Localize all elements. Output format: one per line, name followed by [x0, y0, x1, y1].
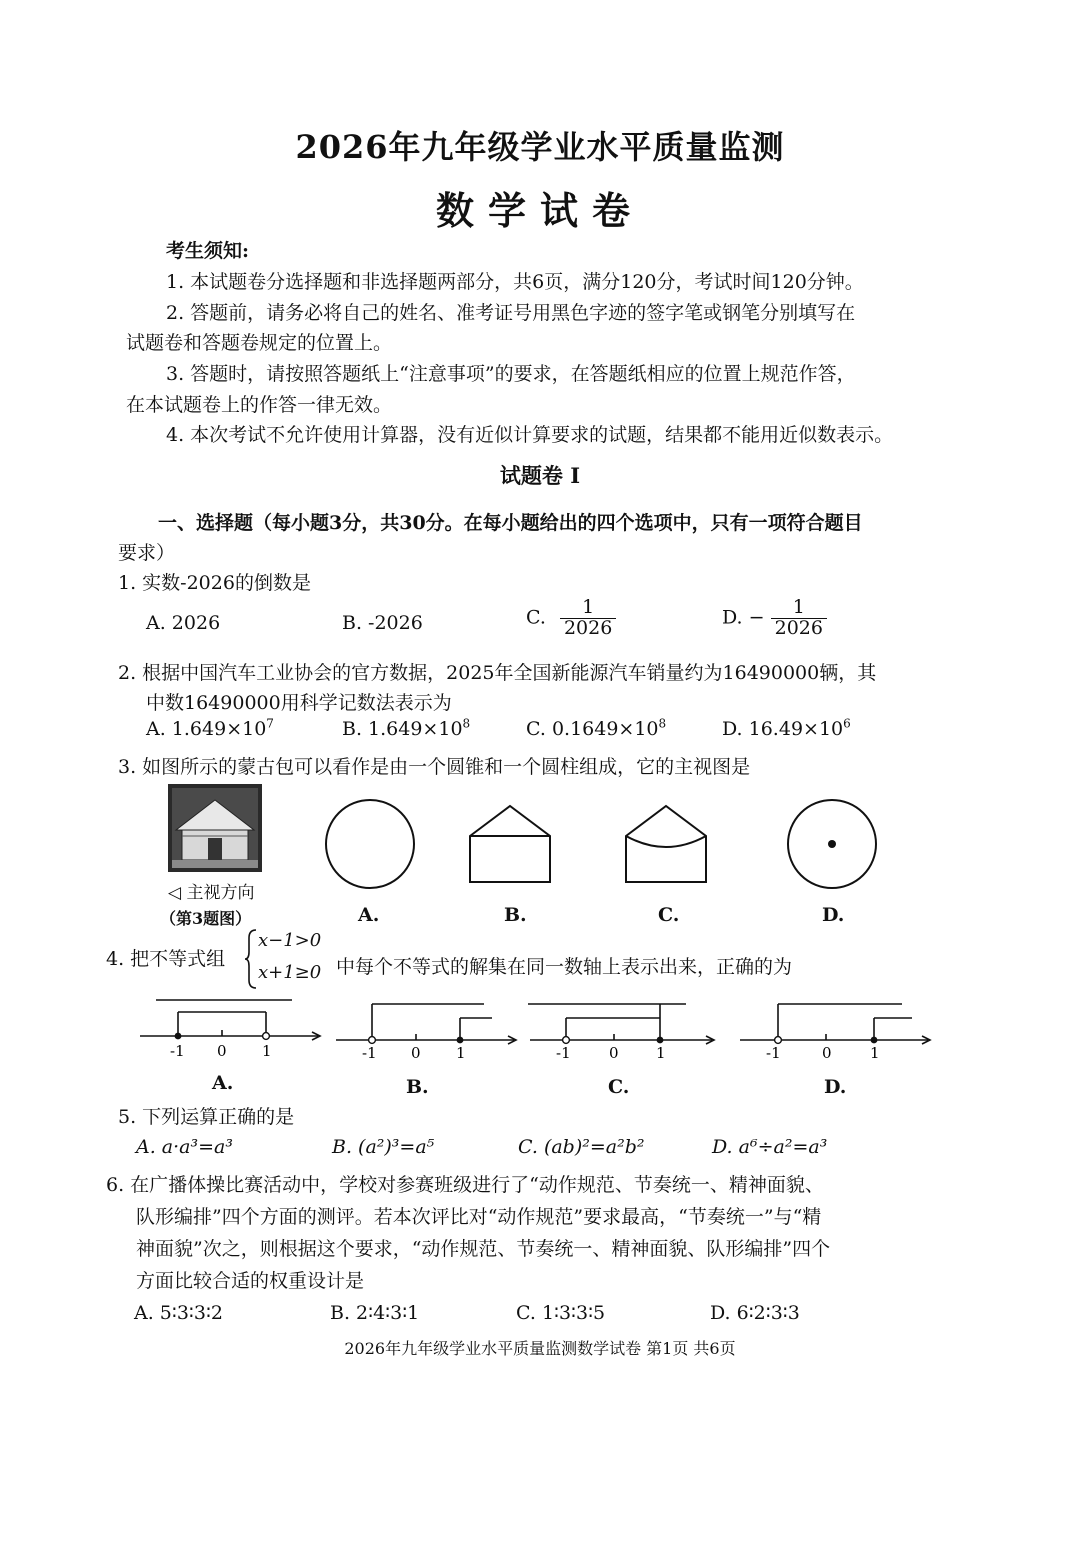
q4a-tick-0: 0 [217, 1042, 227, 1060]
q2-option-a[interactable] [146, 718, 274, 740]
q4d-tick-neg1: -1 [766, 1044, 781, 1062]
q4-pre: 4. 把不等式组 [106, 948, 226, 970]
q2-a-exp: 7 [266, 716, 274, 731]
q1-option-b[interactable]: B. -2026 [342, 612, 423, 634]
q1-d-denominator: 2026 [771, 618, 827, 639]
page-footer: 2026年九年级学业水平质量监测数学试卷 第1页 共6页 [344, 1339, 736, 1358]
q2-d-exp: 6 [843, 716, 851, 731]
part1-instructions [158, 508, 863, 535]
q1-option-c[interactable] [526, 598, 616, 639]
q4a-tick-1: 1 [262, 1042, 272, 1060]
q5-option-b[interactable]: B. (a²)³=a⁵ [332, 1136, 435, 1158]
q4-post: 中每个不等式的解集在同一数轴上表示出来，正确的为 [336, 956, 793, 978]
q2-c-exp: 8 [658, 716, 667, 731]
q1-stem: 1. 实数-2026的倒数是 [118, 572, 311, 594]
q3-shape-b[interactable] [462, 796, 558, 892]
q4b-tick-0: 0 [411, 1044, 421, 1062]
q4b-tick-neg1: -1 [362, 1044, 377, 1062]
q4-numberline-c[interactable] [526, 996, 720, 1062]
q4a-tick-neg1: -1 [170, 1042, 185, 1060]
q4d-tick-1: 1 [870, 1044, 880, 1062]
q4-ineq-2: x+1≥0 [258, 962, 322, 983]
q1-option-d-fraction [771, 598, 827, 639]
q2-line1: 2. 根据中国汽车工业协会的官方数据，2025年全国新能源汽车销量约为16490000辆，其 [118, 662, 877, 684]
exam-subtitle: 数学试卷 [435, 188, 644, 233]
q6-line3: 神面貌”次之，则根据这个要求，“动作规范、节奏统一、精神面貌、队形编排”四个 [136, 1238, 831, 1260]
q6-line4: 方面比较合适的权重设计是 [136, 1270, 365, 1292]
q4-label-c: C. [608, 1076, 630, 1098]
q4-label-b: B. [406, 1076, 429, 1098]
q2-option-c[interactable] [526, 718, 666, 740]
q3-direction [168, 878, 254, 903]
q1-c-numerator: 1 [582, 596, 595, 618]
q5-option-c[interactable]: C. (ab)²=a²b² [518, 1136, 645, 1158]
q3-stem: 3. 如图所示的蒙古包可以看作是由一个圆锥和一个圆柱组成，它的主视图是 [118, 756, 751, 778]
notice-item-2-cont: 试题卷和答题卷规定的位置上。 [126, 332, 393, 354]
notice-item-1: 1. 本试题卷分选择题和非选择题两部分，共6页，满分120分，考试时间120分钟。 [166, 271, 864, 293]
part1-line1: 一、选择题（每小题3分，共30分。在每小题给出的四个选项中，只有一项符合题目 [158, 512, 863, 534]
q2-line2: 中数16490000用科学记数法表示为 [146, 692, 452, 714]
q5-option-d[interactable]: D. a⁶÷a²=a³ [712, 1136, 828, 1158]
q4c-tick-0: 0 [609, 1044, 619, 1062]
q4-numberline-d[interactable] [736, 996, 936, 1062]
q4-brace [244, 928, 258, 990]
q1-d-numerator: 1 [792, 596, 805, 618]
q3-shape-c[interactable] [618, 796, 714, 892]
q4b-tick-1: 1 [456, 1044, 466, 1062]
yurt-photo [168, 784, 262, 872]
q1-option-c-fraction [560, 598, 616, 639]
q2-a-base: A. 1.649×10 [146, 718, 267, 740]
direction-arrow-icon: ◁ [168, 883, 182, 903]
q1-option-d[interactable] [722, 598, 827, 639]
q4-label-d: D. [824, 1076, 847, 1098]
q5-option-a[interactable]: A. a·a³=a³ [136, 1136, 233, 1158]
q2-option-b[interactable] [342, 718, 470, 740]
notice-item-3-cont: 在本试题卷上的作答一律无效。 [126, 394, 393, 416]
q2-c-base: C. 0.1649×10 [526, 718, 659, 740]
q6-option-a[interactable]: A. 5∶3∶3∶2 [134, 1302, 223, 1324]
q1-c-denominator: 2026 [560, 618, 616, 639]
q1-option-d-label: D. − [722, 606, 765, 629]
q1-option-c-label: C. [526, 606, 546, 629]
notice-item-3: 3. 答题时，请按照答题纸上“注意事项”的要求，在答题纸相应的位置上规范作答， [166, 363, 856, 385]
q4d-tick-0: 0 [822, 1044, 832, 1062]
q3-label-b: B. [504, 904, 527, 926]
notice-item-2: 2. 答题前，请务必将自己的姓名、准考证号用黑色字迹的签字笔或钢笔分别填写在 [166, 302, 856, 324]
q3-figure-label: （第3题图） [160, 909, 252, 928]
q4-label-a: A. [212, 1072, 234, 1094]
q3-label-c: C. [658, 904, 680, 926]
exam-title: 2026年九年级学业水平质量监测 [295, 128, 785, 166]
q4-ineq-1: x−1>0 [258, 930, 322, 951]
q3-label-a: A. [358, 904, 380, 926]
q5-stem: 5. 下列运算正确的是 [118, 1106, 295, 1128]
section-title: 试题卷 I [499, 463, 581, 488]
q4c-tick-neg1: -1 [556, 1044, 571, 1062]
q3-shape-d[interactable] [782, 794, 882, 894]
q4c-tick-1: 1 [656, 1044, 666, 1062]
q2-option-d[interactable] [722, 718, 851, 740]
q2-d-base: D. 16.49×10 [722, 718, 844, 740]
yurt-picture [168, 784, 262, 872]
q1-option-a[interactable]: A. 2026 [146, 612, 221, 634]
q3-label-d: D. [822, 904, 845, 926]
q2-b-exp: 8 [462, 716, 471, 731]
q3-direction-label: 主视方向 [186, 883, 255, 903]
q2-b-base: B. 1.649×10 [342, 718, 463, 740]
notice-heading: 考生须知: [166, 240, 250, 262]
q6-option-c[interactable]: C. 1∶3∶3∶5 [516, 1302, 606, 1324]
q4-numberline-b[interactable] [332, 996, 522, 1062]
q6-line2: 队形编排”四个方面的测评。若本次评比对“动作规范”要求最高，“节奏统一”与“精 [136, 1206, 822, 1228]
q4-numberline-a[interactable] [136, 996, 326, 1062]
q6-option-d[interactable]: D. 6∶2∶3∶3 [710, 1302, 800, 1324]
q3-shape-a[interactable] [320, 794, 420, 894]
notice-item-4: 4. 本次考试不允许使用计算器，没有近似计算要求的试题，结果都不能用近似数表示。 [166, 424, 894, 446]
q6-line1: 6. 在广播体操比赛活动中，学校对参赛班级进行了“动作规范、节奏统一、精神面貌、 [106, 1174, 824, 1196]
part1-line2: 要求） [118, 542, 176, 564]
q6-option-b[interactable]: B. 2∶4∶3∶1 [330, 1302, 420, 1324]
